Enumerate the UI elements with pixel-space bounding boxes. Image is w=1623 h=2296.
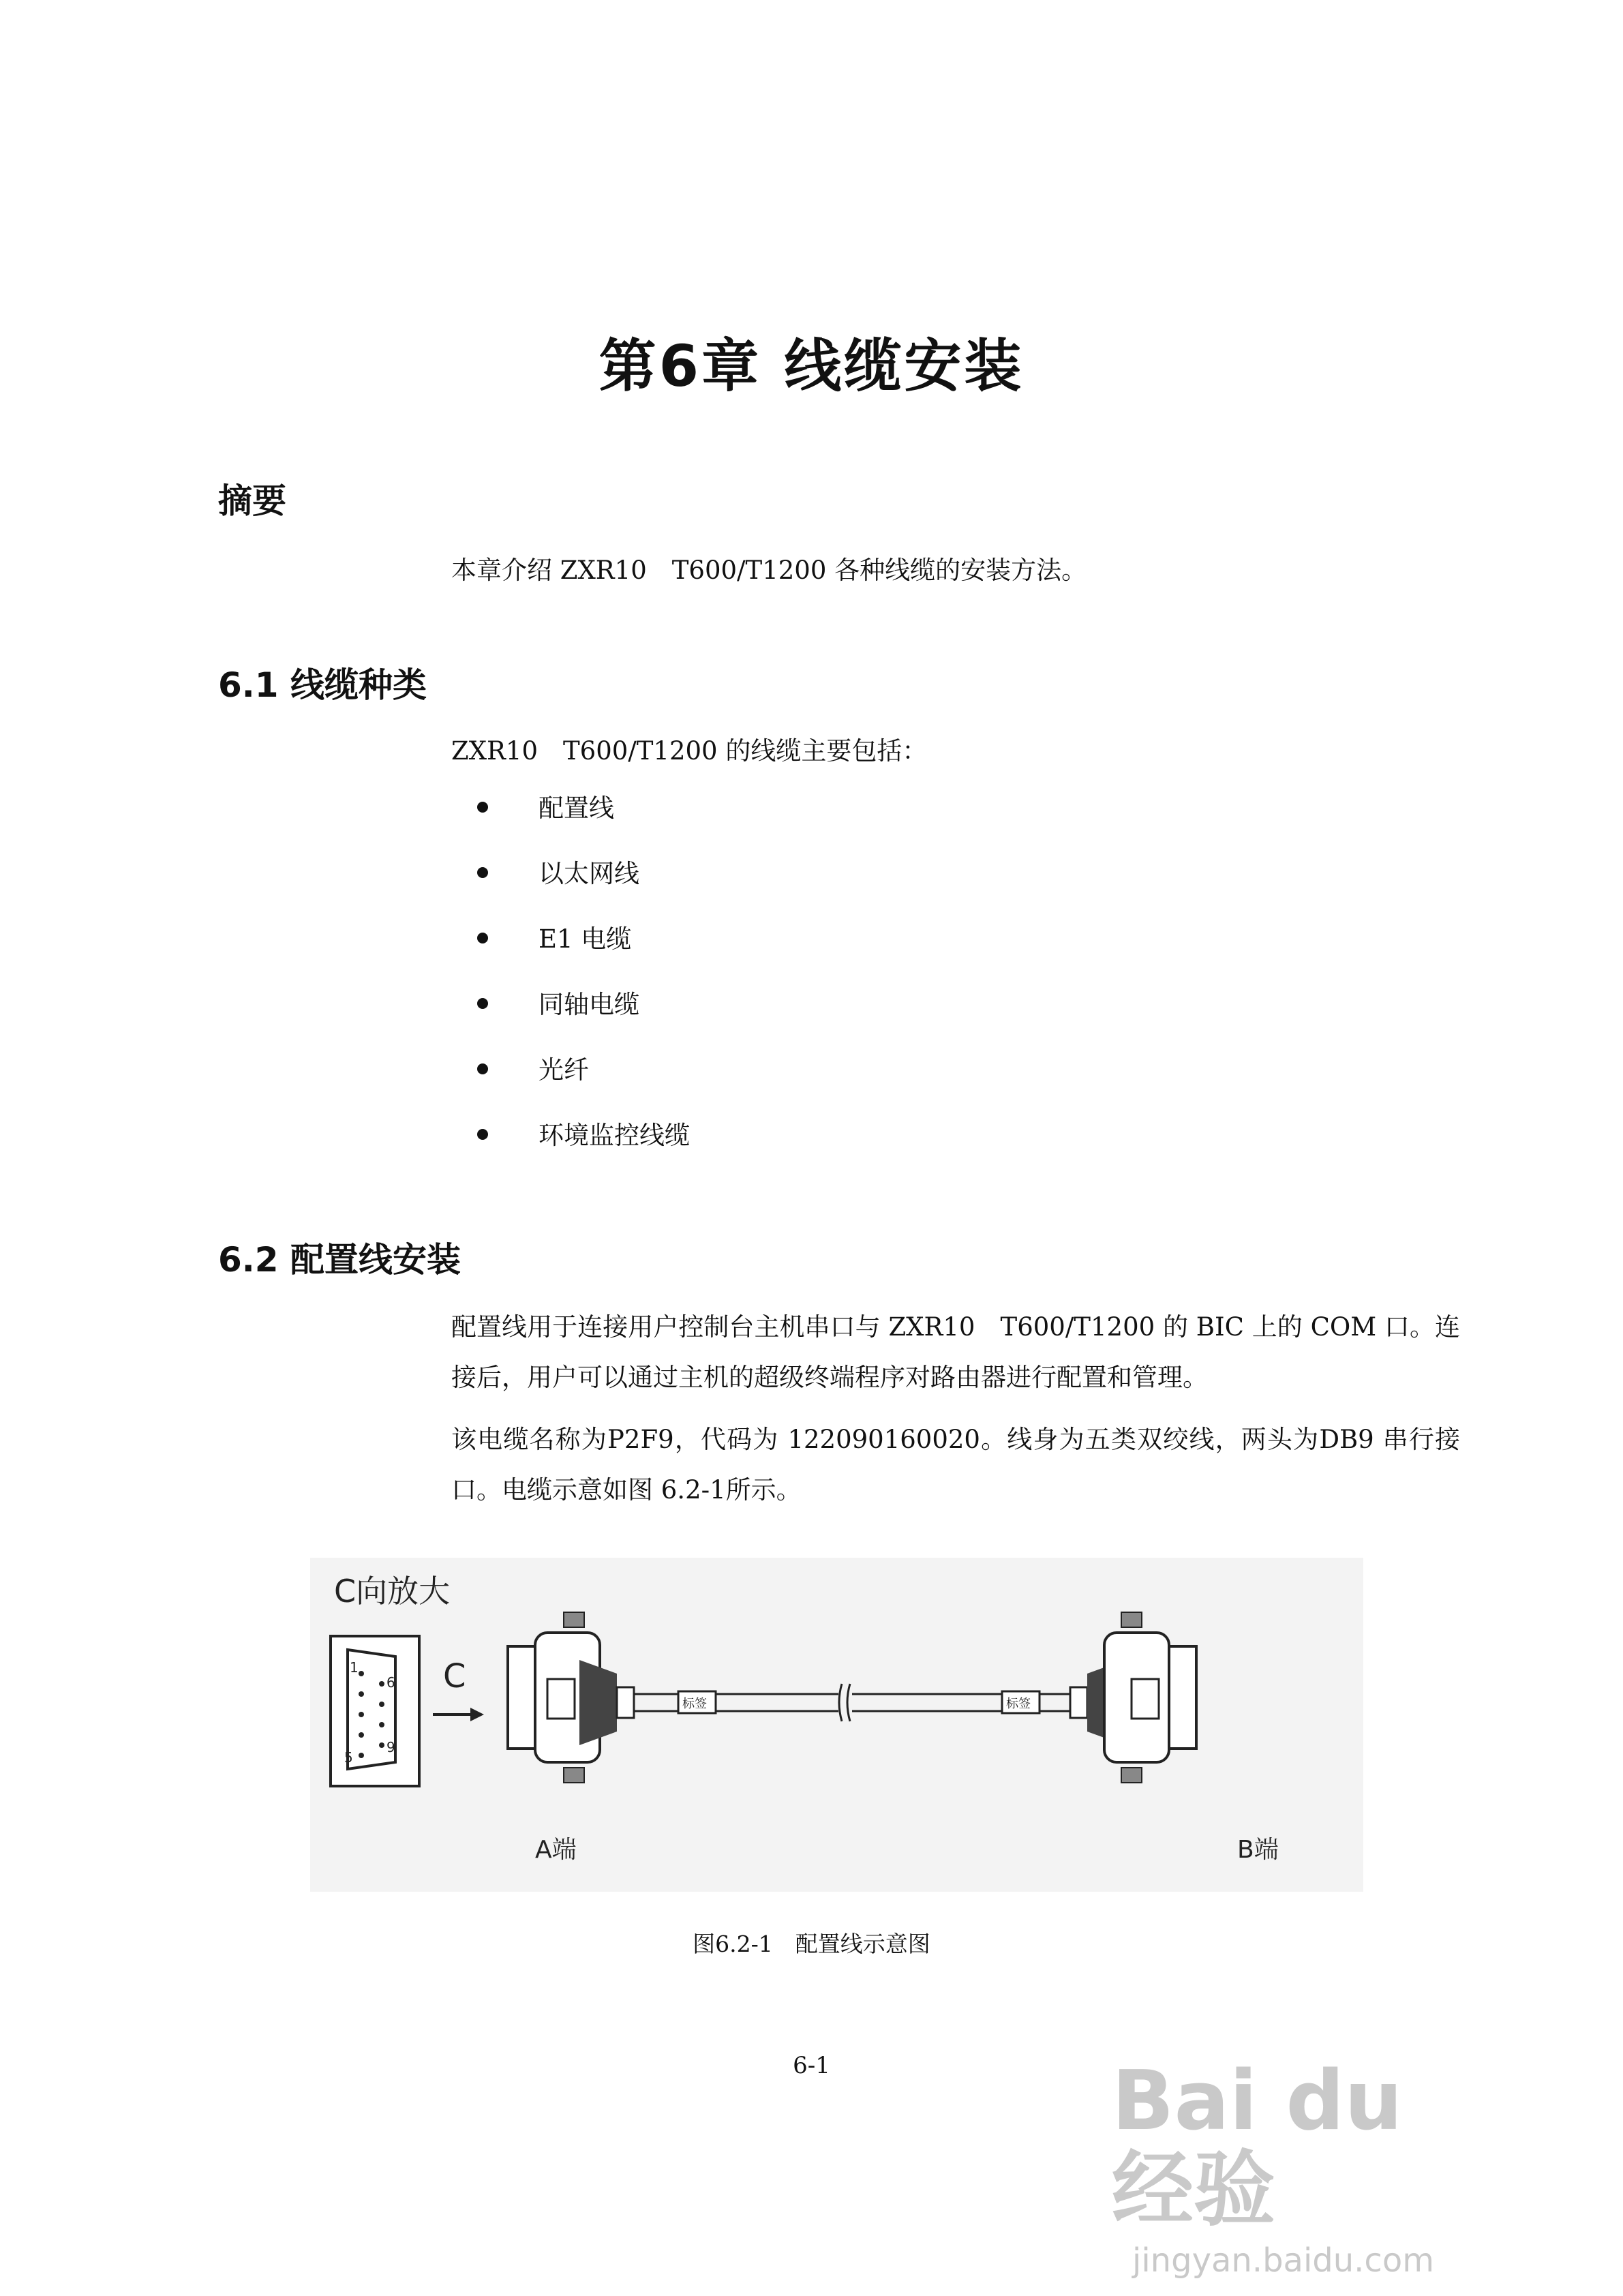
svg-text:标签: 标签: [682, 1697, 707, 1711]
list-item-label: 配置线: [539, 794, 614, 823]
arrow-right-icon: [433, 1708, 484, 1721]
db9-port-face: [331, 1636, 419, 1786]
section-6-1-heading: 6.1 线缆种类: [218, 665, 427, 705]
connector-a: [508, 1612, 634, 1783]
bullet-icon: [477, 867, 488, 878]
section-6-1-intro: ZXR10 T600/T1200 的线缆主要包括：: [451, 736, 928, 766]
list-item: [477, 789, 690, 855]
watermark-url: jingyan.baidu.com: [1132, 2241, 1434, 2280]
list-item-label: 以太网线: [539, 859, 639, 888]
bullet-icon: [477, 933, 488, 943]
section-6-2-para-2: 该电缆名称为P2F9，代码为 122090160020。线身为五类双绞线，两头为DB9 串行接口。电缆示意如图 6.2-1所示。: [451, 1425, 1460, 1505]
list-item-label: 环境监控线缆: [539, 1121, 690, 1150]
pin-label-5: 5: [344, 1749, 353, 1766]
cable-diagram: [310, 1558, 1363, 1892]
cable-figure: [310, 1558, 1363, 1892]
summary-heading: 摘要: [218, 481, 286, 521]
summary-text: 本章介绍 ZXR10 T600/T1200 各种线缆的安装方法。: [451, 556, 1087, 585]
bullet-icon: [477, 998, 488, 1009]
list-item-label: 同轴电缆: [539, 990, 639, 1019]
bullet-icon: [477, 802, 488, 813]
figure-caption: 图6.2-1 配置线示意图: [693, 1931, 930, 1957]
list-item: [477, 986, 690, 1051]
bullet-icon: [477, 1063, 488, 1074]
watermark-logo: Bai du 经验: [1112, 2054, 1403, 2237]
baidu-watermark: [1112, 2054, 1493, 2280]
list-item-label: E1 电缆: [539, 924, 632, 954]
page-number: 6-1: [793, 2052, 830, 2079]
tag-a: [678, 1691, 716, 1713]
pin-label-6: 6: [386, 1674, 395, 1691]
pin-label-1: 1: [350, 1659, 359, 1676]
section-6-2-para-1: 配置线用于连接用户控制台主机串口与 ZXR10 T600/T1200 的 BIC 上的 COM 口。连接后，用户可以通过主机的超级终端程序对路由器进行配置和管理。: [451, 1312, 1460, 1392]
list-item: [477, 920, 690, 986]
section-6-2-heading: 6.2 配置线安装: [218, 1240, 461, 1280]
list-item: [477, 1117, 690, 1182]
list-item: [477, 1051, 690, 1117]
end-a-label: A端: [535, 1836, 577, 1864]
bullet-icon: [477, 1129, 488, 1140]
list-item-label: 光纤: [539, 1055, 589, 1085]
arrow-label: C: [443, 1657, 466, 1695]
connector-b: [1070, 1612, 1196, 1783]
chapter-title: 第6章 线缆安装: [598, 333, 1025, 399]
svg-text:标签: 标签: [1006, 1697, 1031, 1711]
end-b-label: B端: [1237, 1836, 1279, 1864]
list-item: [477, 855, 690, 920]
pin-label-9: 9: [386, 1739, 395, 1755]
cable-type-list: [477, 789, 690, 1182]
tag-b: [1002, 1691, 1040, 1713]
zoom-label: C向放大: [334, 1573, 451, 1610]
